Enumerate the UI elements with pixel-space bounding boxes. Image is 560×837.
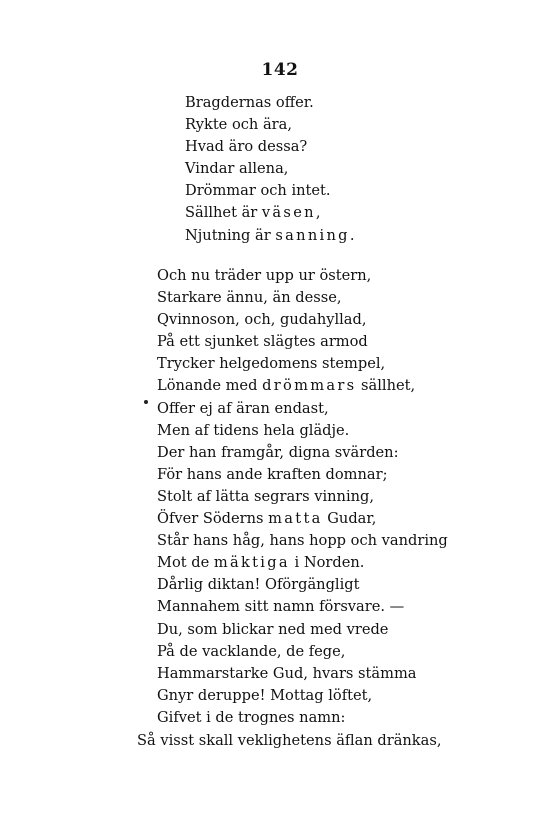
verse-line: Du, som blickar ned med vrede — [157, 620, 389, 638]
emphasized-word: mäktiga — [213, 554, 290, 572]
verse-text: Gudar, — [322, 510, 377, 528]
verse-line: Stolt af lätta segrars vinning, — [157, 487, 375, 505]
verse-text: Öfver Söderns — [157, 510, 269, 528]
verse-text: Mot de — [157, 554, 214, 572]
verse-line — [185, 202, 354, 224]
emphasized-word: drömmars — [262, 377, 357, 395]
stanza-2 — [157, 265, 448, 729]
emphasized-word: sanning — [275, 226, 350, 244]
verse-line-last: Så visst skall veklighetens äflan dränkas, — [137, 732, 442, 749]
verse-line: Gifvet i de trognes namn: — [157, 708, 346, 726]
verse-line: Hvad äro dessa? — [185, 138, 308, 156]
verse-line: Mannahem sitt namn försvare. — — [157, 598, 405, 616]
verse-line: Rykte och ära, — [185, 116, 292, 134]
verse-text: Sällhet är — [185, 204, 262, 222]
verse-line: Starkare ännu, än desse, — [157, 289, 342, 307]
verse-line: Och nu träder upp ur östern, — [157, 267, 372, 284]
verse-text: , — [315, 204, 321, 222]
verse-line: Men af tidens hela glädje. — [157, 421, 350, 439]
verse-text: i Norden. — [289, 554, 365, 572]
verse-line: Drömmar och intet. — [185, 182, 331, 200]
verse-line: Gnyr deruppe! Mottag löftet, — [157, 686, 373, 704]
verse-line — [157, 375, 448, 397]
verse-line: Dårlig diktan! Oförgängligt — [157, 576, 360, 594]
verse-text: Njutning är — [185, 226, 276, 244]
margin-dot — [144, 400, 148, 404]
stanza-1 — [185, 92, 354, 247]
verse-line: Hammarstarke Gud, hvars stämma — [157, 664, 417, 682]
verse-line: Står hans håg, hans hopp och vandring — [157, 532, 448, 550]
verse-line: För hans ande kraften domnar; — [157, 465, 388, 483]
verse-text: sällhet, — [356, 377, 416, 395]
emphasized-word: väsen — [261, 204, 316, 222]
verse-text: Lönande med — [157, 377, 263, 395]
verse-line: Vindar allena, — [185, 160, 289, 178]
verse-line: På de vacklande, de fege, — [157, 642, 346, 660]
emphasized-word: matta — [268, 510, 323, 528]
page-number: 142 — [261, 60, 299, 80]
verse-line: Bragdernas offer. — [185, 94, 314, 111]
verse-line — [157, 508, 448, 530]
verse-line — [185, 225, 354, 247]
verse-line: Qvinnoson, och, gudahyllad, — [157, 311, 367, 329]
verse-line: Trycker helgedomens stempel, — [157, 355, 386, 373]
verse-line: Der han framgår, digna svärden: — [157, 443, 399, 461]
verse-line: Offer ej af äran endast, — [157, 399, 329, 417]
verse-line: På ett sjunket slägtes armod — [157, 333, 368, 351]
verse-line — [157, 552, 448, 574]
verse-text: . — [349, 226, 355, 244]
